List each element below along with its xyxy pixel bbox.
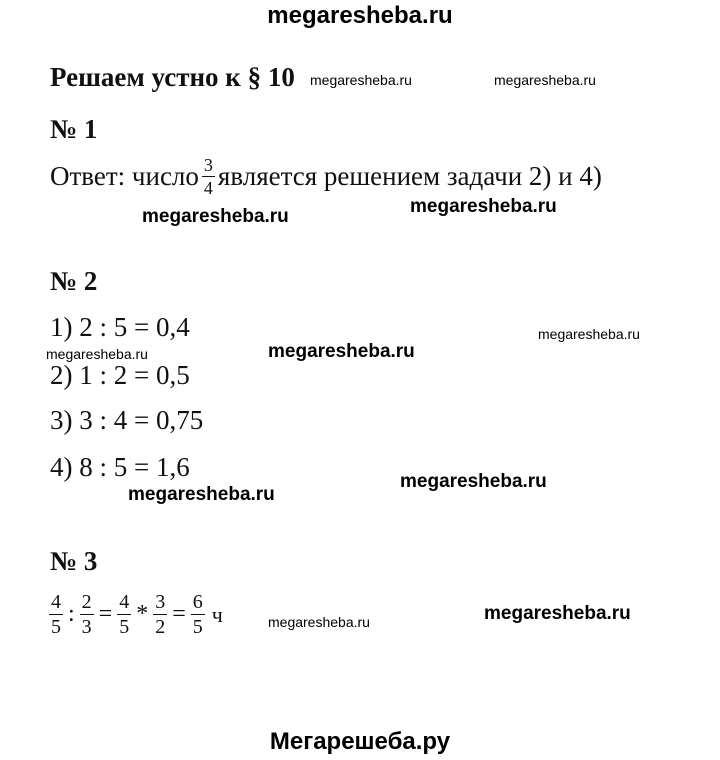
task3-label: № 3 [50,546,98,576]
fraction [49,592,63,637]
watermark: megaresheba.ru [142,206,289,227]
task1-fraction [202,156,215,197]
fraction [191,592,205,637]
operator: = [172,601,186,627]
fraction [153,592,167,637]
operator: * [136,601,149,627]
watermark: megaresheba.ru [128,484,275,505]
watermark: megaresheba.ru [400,471,547,492]
task1-answer [50,156,602,197]
task1-answer-prefix: Ответ: число [50,161,199,191]
operator: = [98,601,113,627]
fraction-denominator: 5 [192,616,203,638]
site-header: megaresheba.ru [267,2,453,29]
watermark: megaresheba.ru [484,603,631,624]
fraction-denominator: 3 [81,616,92,638]
task3-equation [48,592,223,637]
fraction-numerator: 4 [119,591,130,613]
operator: : [68,601,75,627]
task1-label: № 1 [50,114,98,144]
fraction [117,592,131,637]
fraction-numerator: 6 [192,591,203,613]
watermark: megaresheba.ru [310,72,412,88]
site-footer: Мегарешеба.ру [269,728,451,755]
task2-line: 4) 8 : 5 = 1,6 [50,452,190,482]
watermark: megaresheba.ru [494,72,596,88]
page-title: Решаем устно к § 10 [50,62,295,92]
fraction-denominator: 5 [51,616,61,638]
fraction-numerator: 3 [203,155,213,175]
fraction-numerator: 2 [81,591,92,613]
task1-answer-suffix: является решением задачи 2) и 4) [217,161,602,191]
task2-label: № 2 [50,266,98,296]
fraction-denominator: 2 [155,616,166,638]
fraction-denominator: 4 [203,178,213,198]
unit-label: ч [211,601,223,627]
fraction-numerator: 4 [51,591,61,613]
watermark: megaresheba.ru [268,614,370,630]
watermark: megaresheba.ru [410,196,557,217]
watermark: megaresheba.ru [46,346,148,362]
task2-line: 3) 3 : 4 = 0,75 [50,405,204,435]
task2-line: 2) 1 : 2 = 0,5 [50,360,190,390]
fraction [80,592,94,637]
watermark: megaresheba.ru [538,326,640,342]
fraction-numerator: 3 [155,591,166,613]
fraction-denominator: 5 [119,616,130,638]
watermark: megaresheba.ru [268,341,415,362]
task2-line: 1) 2 : 5 = 0,4 [50,312,190,342]
